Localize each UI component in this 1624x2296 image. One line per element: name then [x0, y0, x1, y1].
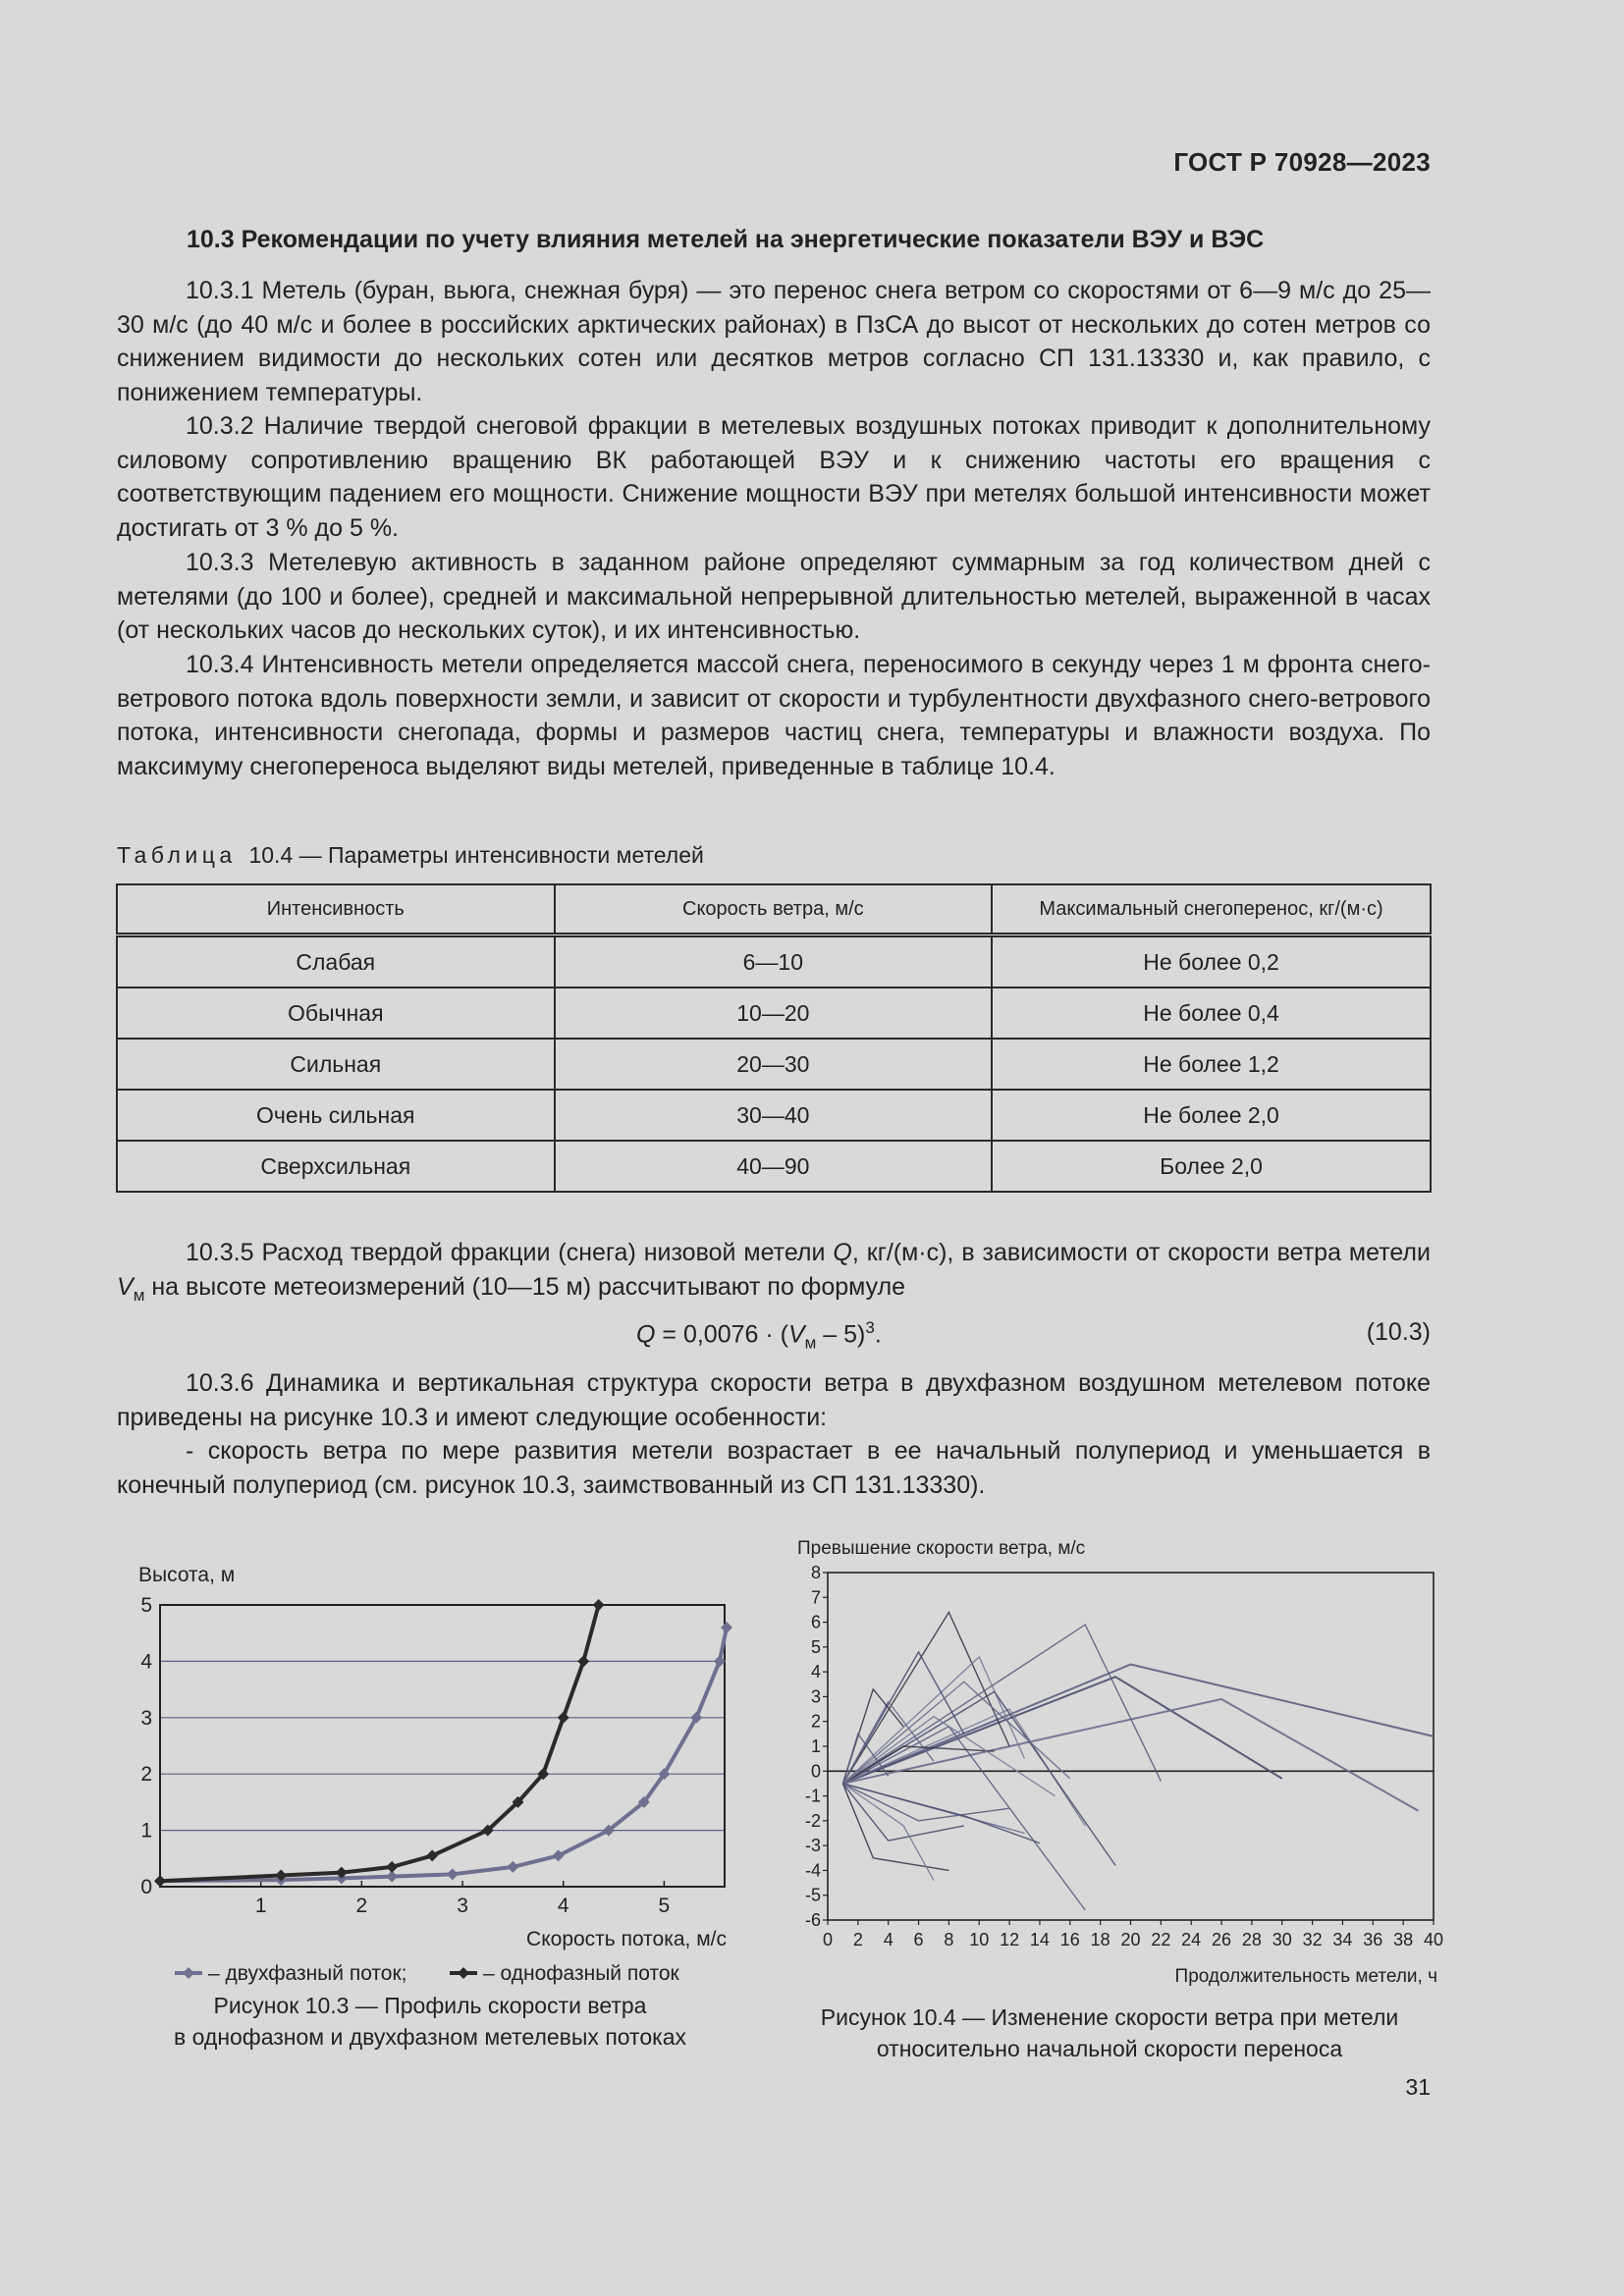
two-phase-line [160, 1628, 727, 1881]
x-tick-label: 4 [883, 1930, 893, 1949]
header-intensity: Интенсивность [117, 884, 555, 935]
y-tick-label: 2 [140, 1763, 152, 1787]
one-phase-point [386, 1861, 398, 1873]
y-tick-label: 6 [810, 1612, 821, 1632]
y-axis-label: Высота, м [138, 1564, 236, 1586]
x-tick-label: 26 [1212, 1930, 1232, 1949]
storm-series-line [842, 1727, 1085, 1910]
header-max-transfer: Максимальный снегоперенос, кг/(м·с) [992, 884, 1431, 935]
x-tick-label: 4 [557, 1895, 569, 1917]
y-tick-label: 1 [140, 1819, 152, 1842]
y-tick-label: 0 [140, 1876, 152, 1898]
y-tick-label: 4 [810, 1662, 821, 1682]
page-number: 31 [1405, 2074, 1431, 2100]
paragraph-10-3-6: 10.3.6 Динамика и вертикальная структура скорости ветра в двухфазном воздушном метелевом потоке приведены на рисунке 10.3 и имеют следующие особенности: [117, 1369, 1431, 1431]
y-tick-label: 0 [810, 1761, 821, 1782]
x-tick-label: 20 [1120, 1930, 1141, 1949]
plot-frame [160, 1605, 725, 1887]
table-cell: Не более 2,0 [992, 1090, 1431, 1141]
y-tick-label: 5 [140, 1594, 152, 1617]
y-tick-label: 3 [810, 1686, 821, 1707]
table-cell: Более 2,0 [992, 1141, 1431, 1192]
table-header-row [117, 884, 1431, 935]
x-tick-label: 2 [852, 1930, 863, 1949]
table-cell: Обычная [117, 988, 555, 1039]
y-tick-label: 4 [140, 1650, 152, 1674]
table-row [117, 1090, 1431, 1141]
y-tick-label: -5 [804, 1885, 821, 1905]
section-title: 10.3 Рекомендации по учету влияния метелей на энергетические показатели ВЭУ и ВЭС [187, 226, 1265, 253]
y-tick-label: 7 [810, 1587, 821, 1608]
two-phase-point [721, 1622, 732, 1633]
x-axis-label: Продолжительность метели, ч [1174, 1966, 1437, 1987]
x-tick-label: 22 [1151, 1930, 1171, 1949]
storm-series-line [842, 1784, 948, 1871]
y-tick-label: 2 [810, 1711, 821, 1732]
table-row [117, 988, 1431, 1039]
x-tick-label: 30 [1272, 1930, 1292, 1949]
one-phase-line [160, 1605, 599, 1881]
figure-10-3-caption: Рисунок 10.3 — Профиль скорости ветра в однофазном и двухфазном метелевых потоках [174, 1993, 686, 2050]
x-tick-label: 36 [1363, 1930, 1383, 1949]
paragraph-10-3-2: 10.3.2 Наличие твердой снеговой фракции в метелевых воздушных потоках приводит к дополнительному силовому сопротивлению вращению ВК работающей ВЭУ и к снижению частоты его вращения с соответствующим падением его мощности. Снижение мощности ВЭУ при метелях большой интенсивности может достигать от 3 % до 5 %. [117, 412, 1431, 542]
one-phase-point [558, 1712, 569, 1724]
one-phase-point [593, 1599, 605, 1611]
table-cell: Сильная [117, 1039, 555, 1090]
one-phase-point [154, 1875, 166, 1887]
one-phase-point [577, 1655, 589, 1667]
x-tick-label: 3 [457, 1895, 468, 1917]
y-tick-label: -2 [804, 1810, 821, 1831]
y-tick-label: 8 [810, 1563, 821, 1582]
table-cell: Не более 1,2 [992, 1039, 1431, 1090]
storm-series-line [842, 1652, 963, 1784]
y-tick-label: -1 [804, 1786, 821, 1806]
x-tick-label: 16 [1059, 1930, 1080, 1949]
x-tick-label: 5 [658, 1895, 671, 1917]
figure-10-4-caption: Рисунок 10.4 — Изменение скорости ветра при метели относительно начальной скорости переноса [820, 2004, 1399, 2061]
legend-label-one-phase: – однофазный поток [483, 1962, 679, 1985]
wind-profile-chart [116, 1551, 744, 1983]
chart-legend [175, 1962, 680, 1985]
paragraph-list-item: - скорость ветра по мере развития метели возрастает в ее начальный полупериод и уменьшается в конечный полупериод (см. рисунок 10.3, заимствованный из СП 131.13330). [117, 1437, 1431, 1499]
x-tick-label: 12 [1000, 1930, 1020, 1949]
table-cell: Очень сильная [117, 1090, 555, 1141]
y-tick-label: 5 [810, 1636, 821, 1657]
document-header: ГОСТ Р 70928—2023 [1173, 147, 1431, 177]
two-phase-point [507, 1861, 518, 1873]
legend-marker-two-phase [183, 1967, 194, 1979]
x-tick-label: 18 [1090, 1930, 1110, 1949]
paragraph-10-3-3: 10.3.3 Метелевую активность в заданном районе определяют суммарным за год количеством дней с метелями (до 100 и более), средней и максимальной непрерывной длительностью метелей, выраженной в часах (от нескольких часов до нескольких суток), и их интенсивностью. [117, 549, 1431, 644]
x-tick-label: 8 [944, 1930, 954, 1949]
y-tick-label: 1 [810, 1736, 821, 1756]
x-tick-label: 10 [969, 1930, 990, 1949]
x-tick-label: 40 [1423, 1930, 1444, 1949]
table-cell: Слабая [117, 935, 555, 988]
x-tick-label: 14 [1029, 1930, 1050, 1949]
storm-series-line [842, 1665, 1434, 1784]
table-caption: Таблица 10.4 — Параметры интенсивности метелей [117, 842, 704, 868]
paragraph-10-3-5: 10.3.5 Расход твердой фракции (снега) низовой метели Q, кг/(м·с), в зависимости от скорости ветра метели $V_м$ на высоте метеоизмерений (10—15 м) рассчитывают по формуле [117, 1239, 1431, 1305]
formula: $Q = 0,0076 \cdot (V_м - 5)^3$. [636, 1318, 882, 1353]
table-row [117, 1141, 1431, 1192]
header-wind-speed: Скорость ветра, м/с [555, 884, 993, 935]
x-tick-label: 28 [1241, 1930, 1262, 1949]
x-axis-label: Скорость потока, м/с [526, 1928, 727, 1950]
table-cell: 40—90 [555, 1141, 993, 1192]
x-tick-label: 34 [1332, 1930, 1353, 1949]
table-cell: 6—10 [555, 935, 993, 988]
two-phase-point [447, 1868, 459, 1880]
x-tick-label: 0 [822, 1930, 834, 1949]
y-tick-label: -6 [804, 1910, 821, 1930]
storm-series-line [842, 1784, 1040, 1843]
plot-frame [828, 1573, 1434, 1920]
table-cell: Не более 0,4 [992, 988, 1431, 1039]
table-row [117, 935, 1431, 988]
table-cell: Не более 0,2 [992, 935, 1431, 988]
table-cell: Сверхсильная [117, 1141, 555, 1192]
y-axis-label: Превышение скорости ветра, м/с [797, 1538, 1086, 1559]
paragraph-10-3-1: 10.3.1 Метель (буран, вьюга, снежная буря) — это перенос снега ветром со скоростями от 6—9 м/с до 25—30 м/с (до 40 м/с и более в российских арктических районах) в ПзСА до высот от нескольких до сотен метров со снижением видимости до нескольких сотен или десятков метров согласно СП 131.13330 и, как правило, с понижением температуры. [117, 277, 1431, 406]
legend-marker-one-phase [458, 1967, 469, 1979]
one-phase-point [426, 1849, 438, 1861]
x-tick-label: 1 [254, 1895, 267, 1917]
x-tick-label: 2 [355, 1895, 368, 1917]
paragraph-10-3-4: 10.3.4 Интенсивность метели определяется массой снега, переносимого в секунду через 1 м фронта снего-ветрового потока вдоль поверхности земли, и зависит от скорости и турбулентности двухфазного снего-ветрового потока, интенсивности снегопада, формы и размеров частиц снега, температуры и влажности воздуха. По максимуму снегопереноса выделяют виды метелей, приведенные в таблице 10.4. [117, 651, 1431, 780]
x-tick-label: 6 [913, 1930, 924, 1949]
x-tick-label: 24 [1181, 1930, 1202, 1949]
x-tick-label: 38 [1393, 1930, 1414, 1949]
wind-change-chart [785, 1531, 1444, 1987]
equation-number: (10.3) [1366, 1318, 1431, 1346]
table-cell: 30—40 [555, 1090, 993, 1141]
table-cell: 20—30 [555, 1039, 993, 1090]
table-cell: 10—20 [555, 988, 993, 1039]
legend-label-two-phase: – двухфазный поток; [208, 1962, 407, 1985]
snowstorm-intensity-table [116, 883, 1432, 1193]
x-tick-label: 32 [1302, 1930, 1323, 1949]
y-tick-label: -3 [804, 1836, 821, 1856]
table-row [117, 1039, 1431, 1090]
y-tick-label: -4 [804, 1860, 821, 1881]
y-tick-label: 3 [140, 1706, 152, 1730]
